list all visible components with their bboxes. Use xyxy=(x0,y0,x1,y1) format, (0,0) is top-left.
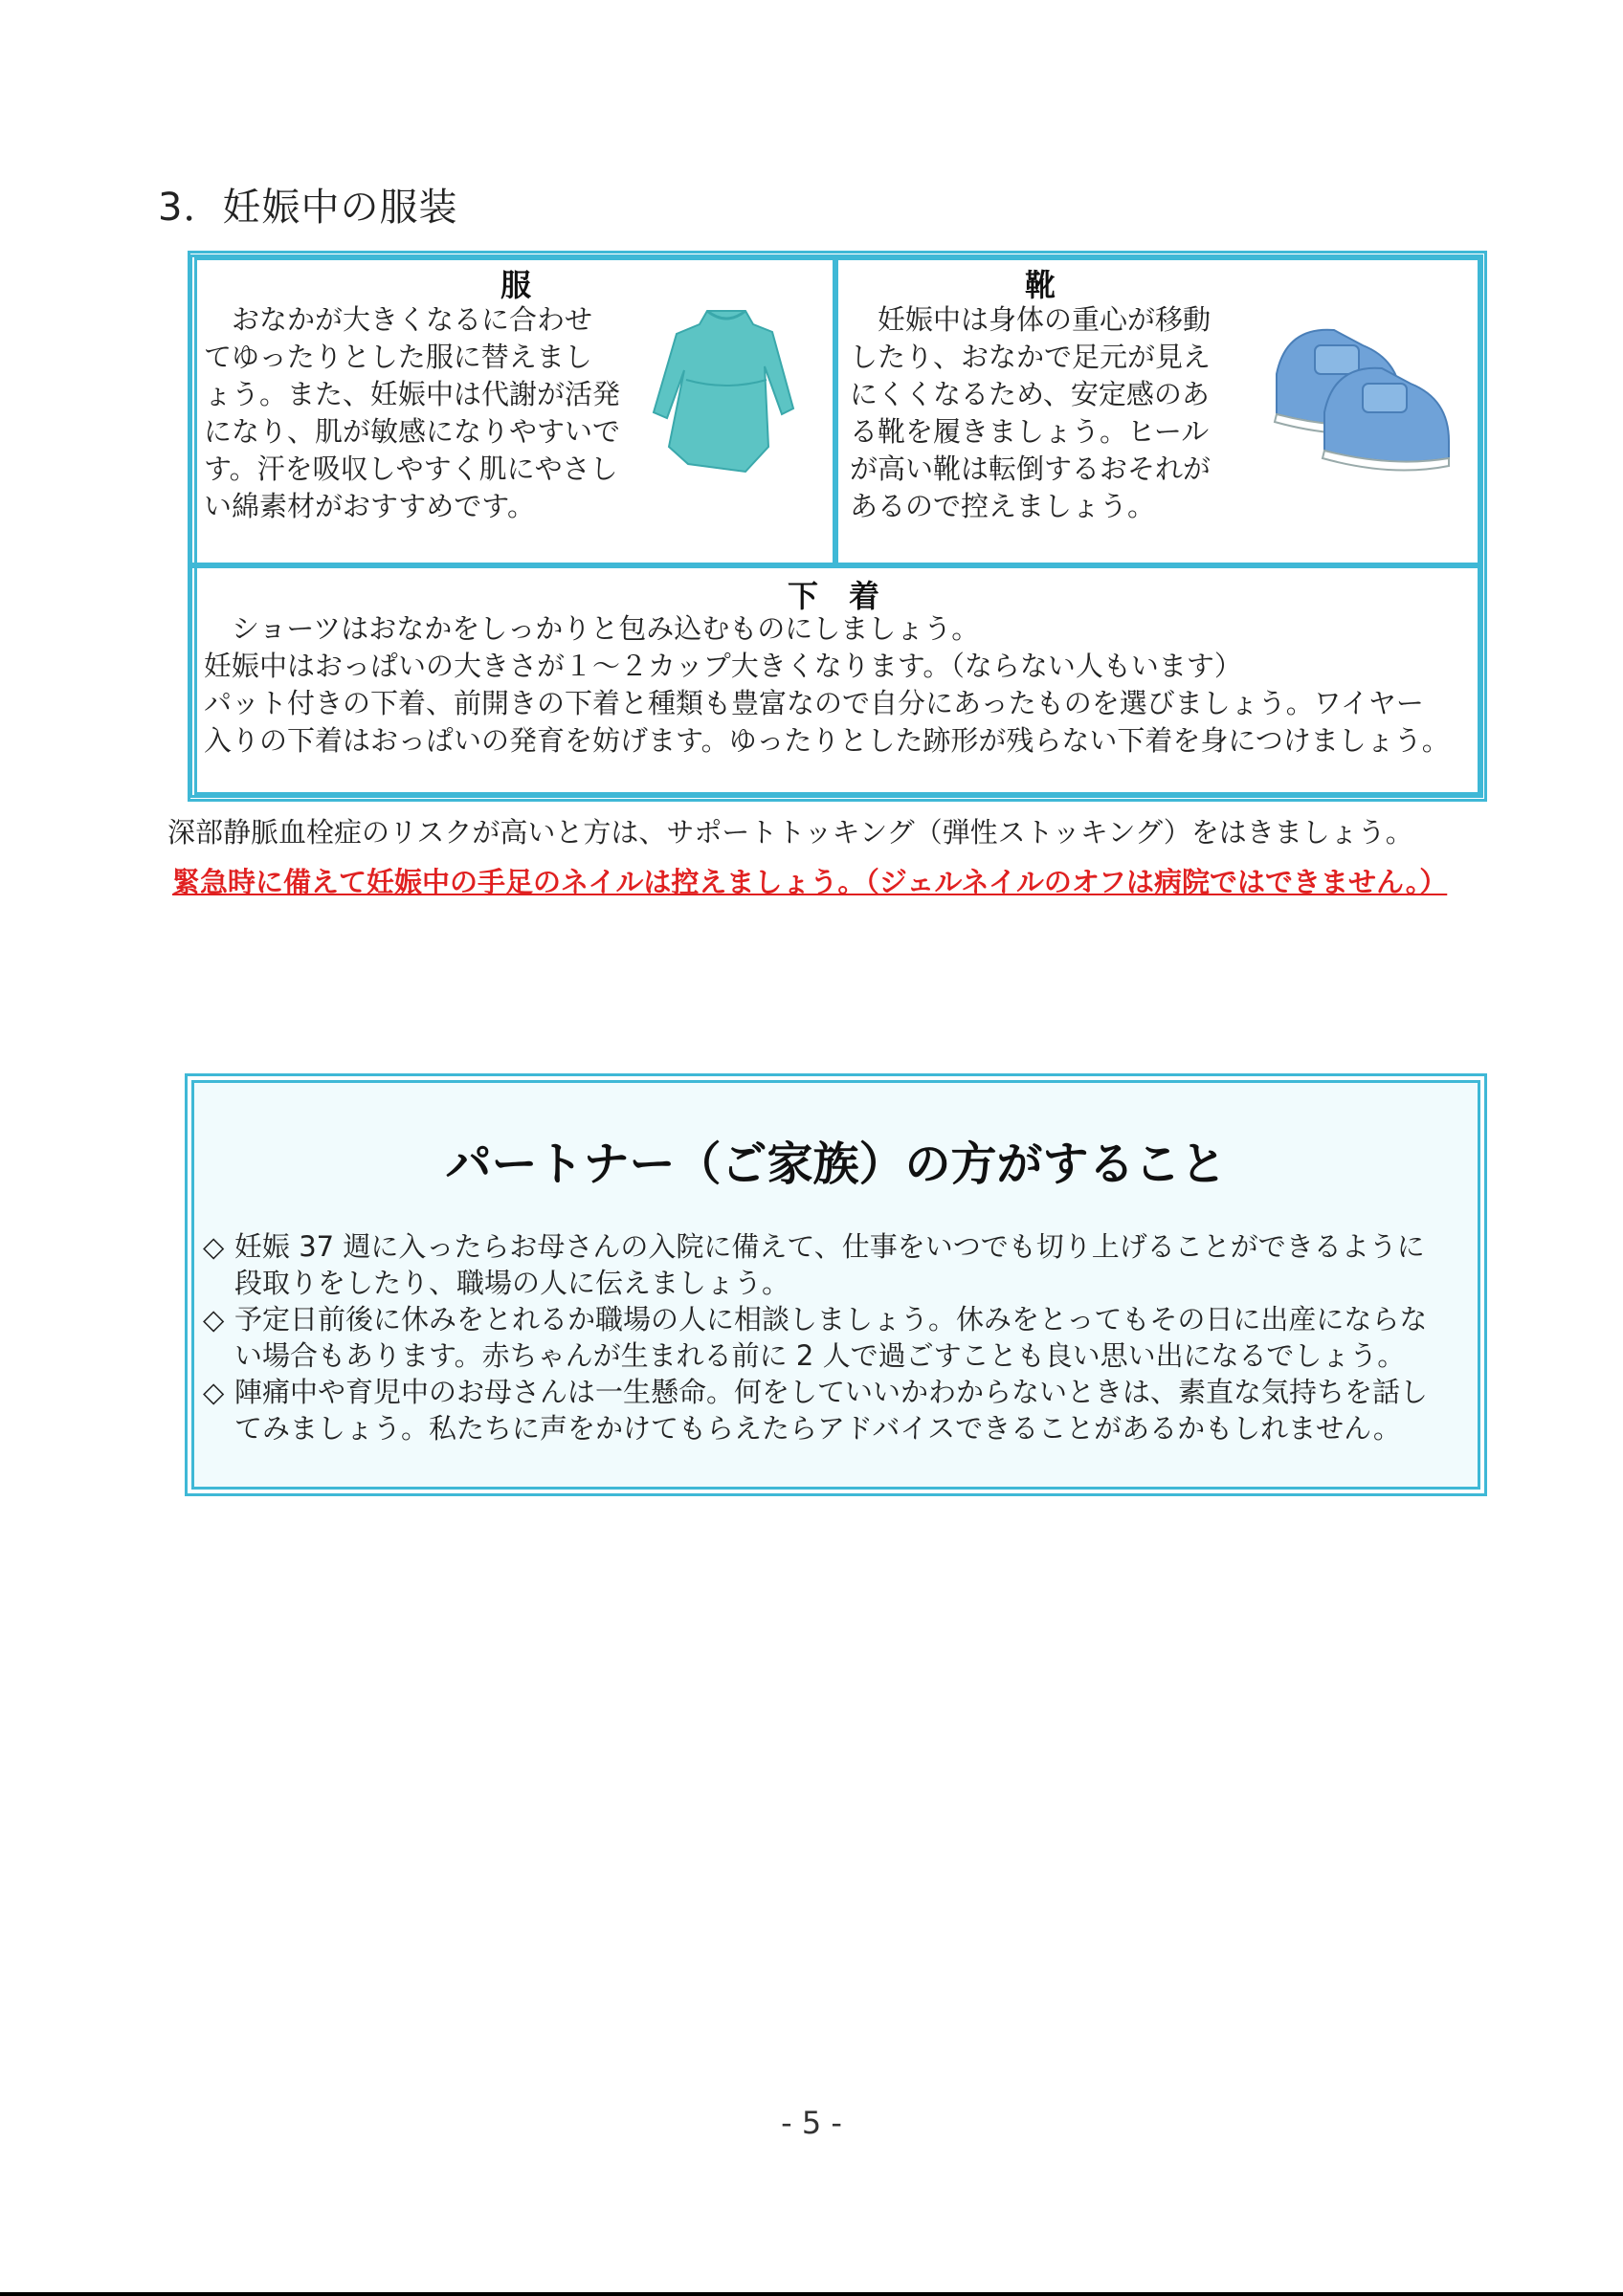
page-bottom-rule xyxy=(0,2292,1623,2296)
shoes-line: 妊娠中は身体の重心が移動 xyxy=(850,303,1212,336)
partner-item-line: い場合もあります。赤ちゃんが生まれる前に 2 人で過ごすことも良い思い出になるでしょう。 xyxy=(234,1339,1406,1372)
partner-item xyxy=(203,1374,1476,1446)
clothes-line: す。汗を吸収しやすく肌にやさし xyxy=(204,453,618,485)
shoes-line: あるので控えましょう。 xyxy=(850,490,1156,522)
dress-icon xyxy=(650,303,803,475)
shoes-text xyxy=(850,301,1211,525)
clothes-line: てゆったりとした服に替えまし xyxy=(204,341,592,373)
clothes-line: い綿素材がおすすめです。 xyxy=(204,490,535,522)
shoes-line: る靴を履きましょう。ヒール xyxy=(850,415,1210,448)
clothes-heading: 服 xyxy=(500,267,532,303)
shoes-cell xyxy=(835,254,1483,565)
shoes-heading: 靴 xyxy=(1025,267,1056,303)
clothes-cell xyxy=(189,254,835,565)
underwear-line: 妊娠中はおっぱいの大きさが１～２カップ大きくなります。（ならない人もいます） xyxy=(204,650,1242,682)
underwear-line: ショーツはおなかをしっかりと包み込むものにしましょう。 xyxy=(204,612,980,645)
partner-item xyxy=(203,1228,1476,1301)
partner-title: パートナー（ご家族）の方がすること xyxy=(445,1137,1227,1191)
clothes-line: になり、肌が敏感になりやすいで xyxy=(204,415,621,448)
shoes-line: したり、おなかで足元が見え xyxy=(850,341,1212,373)
diamond-bullet: ◇ xyxy=(203,1303,225,1336)
partner-item xyxy=(203,1301,1476,1374)
partner-item-line: てみましょう。私たちに声をかけてもらえたらアドバイスできることがあるかもしれません。 xyxy=(234,1412,1401,1445)
partner-item-line: 予定日前後に休みをとれるか職場の人に相談しましょう。休みをとってもその日に出産にならな xyxy=(234,1303,1428,1336)
shoes-icon xyxy=(1257,307,1468,479)
clothes-line: ょう。また、妊娠中は代謝が活発 xyxy=(204,378,621,410)
underwear-line: パット付きの下着、前開きの下着と種類も豊富なので自分にあったものを選びましょう。ワイヤー xyxy=(204,687,1424,719)
shoes-line: にくくなるため、安定感のあ xyxy=(850,378,1210,410)
underwear-cell xyxy=(189,565,1483,798)
partner-item-line: 妊娠 37 週に入ったらお母さんの入院に備えて、仕事をいつでも切り上げることができるように xyxy=(234,1230,1425,1263)
diamond-bullet: ◇ xyxy=(203,1376,225,1408)
underwear-text xyxy=(204,610,1450,760)
clothes-line: おなかが大きくなるに合わせ xyxy=(204,303,593,336)
nail-warning: 緊急時に備えて妊娠中の手足のネイルは控えましょう。（ジェルネイルのオフは病院ではできません。） xyxy=(172,866,1448,898)
dvt-note: 深部静脈血栓症のリスクが高いと方は、サポートトッキング（弾性ストッキング）をはきましょう。 xyxy=(167,816,1413,849)
partner-item-line: 段取りをしたり、職場の人に伝えましょう。 xyxy=(234,1267,790,1299)
underwear-heading: 下 着 xyxy=(788,578,880,614)
partner-item-line: 陣痛中や育児中のお母さんは一生懸命。何をしていいかわからないときは、素直な気持ちを話し xyxy=(234,1376,1429,1408)
shoes-line: が高い靴は転倒するおそれが xyxy=(850,453,1212,485)
underwear-line: 入りの下着はおっぱいの発育を妨げます。ゆったりとした跡形が残らない下着を身につけましょう。 xyxy=(204,724,1450,757)
diamond-bullet: ◇ xyxy=(203,1230,225,1263)
section-title: 3．妊娠中の服装 xyxy=(158,186,458,230)
clothes-text xyxy=(204,301,620,525)
page-number: - 5 - xyxy=(781,2105,842,2141)
